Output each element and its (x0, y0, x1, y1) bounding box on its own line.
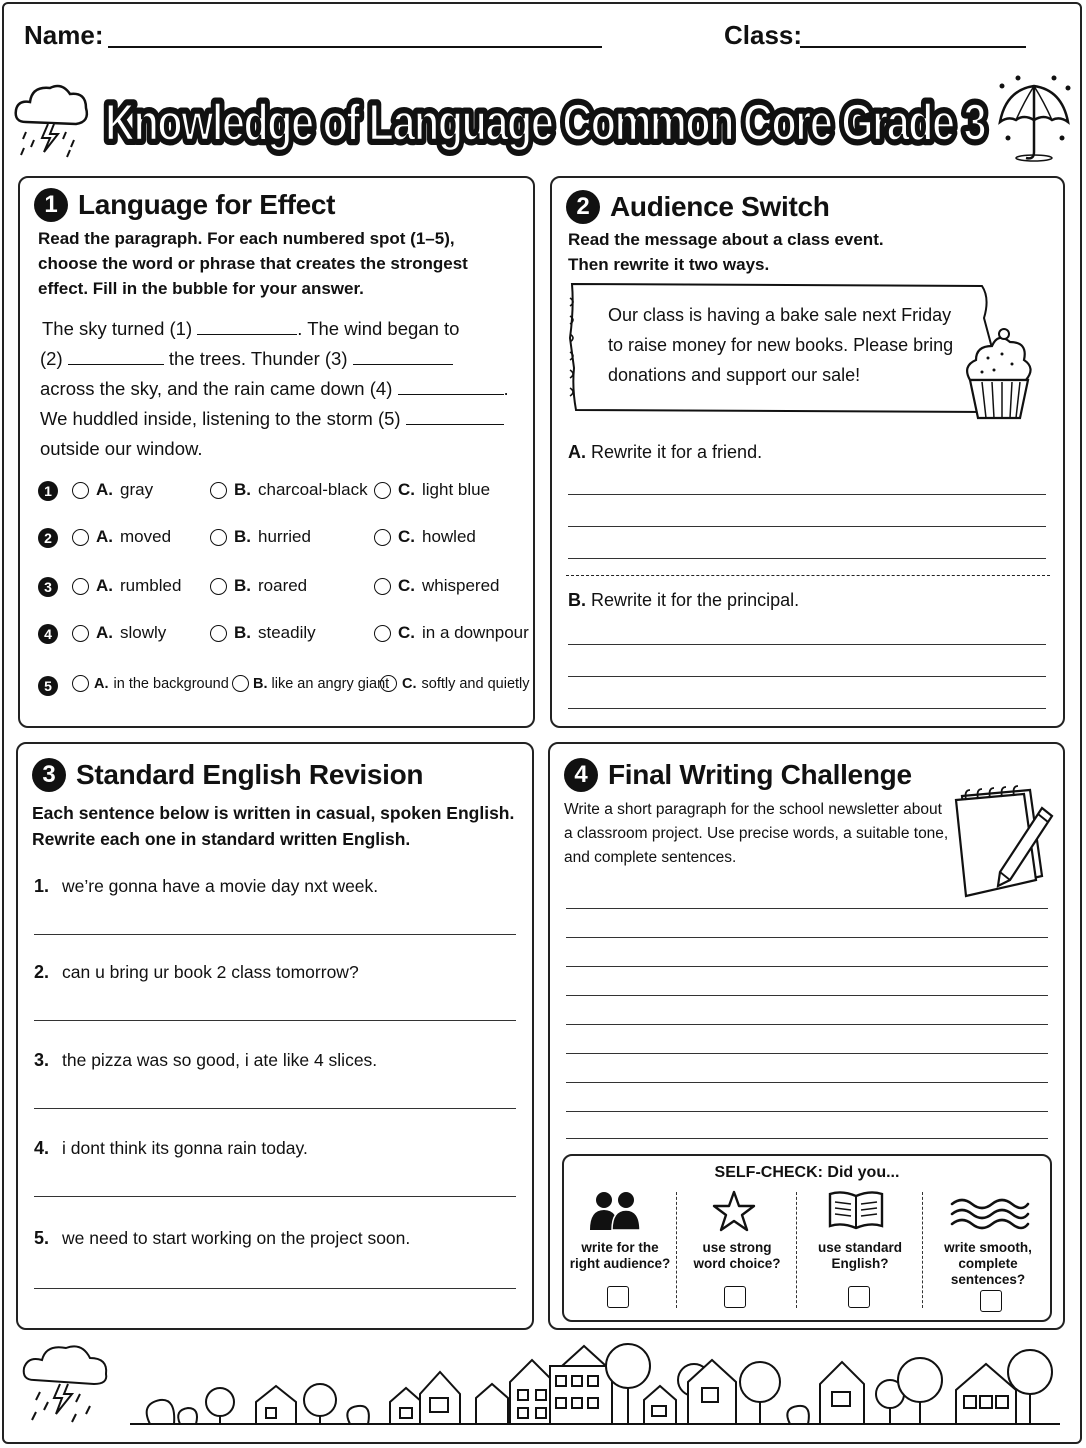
town-scene-border (20, 1336, 1070, 1436)
option-a[interactable] (72, 527, 171, 547)
option-a[interactable] (72, 480, 153, 500)
paragraph-text: . The wind began to (297, 318, 460, 339)
divider (676, 1192, 677, 1308)
paragraph-line (42, 314, 459, 344)
message-line: Our class is having a bake sale next Friday (608, 305, 952, 325)
answer-line[interactable] (566, 937, 1048, 938)
option-letter: B. (234, 480, 251, 499)
section-instructions: Read the paragraph. For each numbered spot (1–5), choose the word or phrase that creates the strongest effect. Fill in the bubble for your answer. (38, 229, 468, 298)
self-check-item (678, 1240, 796, 1272)
storm-cloud-icon (12, 78, 92, 162)
instruction-line: and complete sentences. (564, 849, 737, 866)
answer-line[interactable] (34, 1288, 516, 1289)
self-check-checkbox[interactable] (724, 1286, 746, 1308)
check-text: word choice? (693, 1256, 781, 1271)
answer-line[interactable] (566, 1024, 1048, 1025)
paragraph-text: (2) (40, 348, 63, 369)
answer-bubble[interactable] (210, 482, 227, 499)
section-instructions (32, 800, 522, 852)
item-number: 1. (34, 876, 50, 896)
answer-line[interactable] (566, 1138, 1048, 1139)
class-field[interactable] (800, 46, 1026, 48)
option-number: 4 (38, 624, 58, 644)
answer-line[interactable] (566, 966, 1048, 967)
section-instructions (564, 798, 964, 870)
option-text: steadily (258, 623, 316, 642)
revision-item (34, 962, 359, 983)
answer-line[interactable] (568, 676, 1046, 677)
answer-line[interactable] (34, 1196, 516, 1197)
self-check-item (798, 1240, 922, 1272)
divider (566, 575, 1050, 576)
check-text: write smooth, (944, 1240, 1032, 1255)
answer-bubble[interactable] (374, 482, 391, 499)
svg-text:Knowledge of Language Common C: Knowledge of Language Common Core Grade 3 (105, 94, 986, 152)
item-text: i dont think its gonna rain today. (62, 1138, 308, 1158)
paragraph-text: . (503, 378, 509, 399)
part-letter: A. (568, 442, 586, 462)
answer-bubble[interactable] (210, 625, 227, 642)
option-b[interactable] (232, 675, 389, 692)
option-letter: C. (398, 623, 415, 642)
check-text: use strong (702, 1240, 772, 1255)
option-number: 3 (38, 577, 58, 597)
option-b[interactable] (210, 576, 307, 596)
self-check-item (924, 1240, 1052, 1288)
option-row (38, 478, 528, 508)
option-c[interactable] (374, 480, 490, 500)
divider (796, 1192, 797, 1308)
answer-bubble[interactable] (72, 529, 89, 546)
revision-item (34, 1050, 377, 1071)
blank-2 (68, 350, 164, 365)
answer-line[interactable] (566, 1053, 1048, 1054)
section-number-badge: 2 (566, 190, 600, 224)
self-check-item (564, 1240, 676, 1272)
answer-bubble[interactable] (380, 675, 397, 692)
section-number-badge: 4 (564, 758, 598, 792)
option-letter: B. (234, 527, 251, 546)
part-letter: B. (568, 590, 586, 610)
instruction-line: Rewrite each one in standard written English. (32, 829, 411, 849)
paragraph-text: across the sky, and the rain came down (4) (40, 378, 393, 399)
option-number: 5 (38, 676, 58, 696)
answer-line[interactable] (566, 908, 1048, 909)
item-text: we’re gonna have a movie day nxt week. (62, 876, 379, 896)
section-number-badge: 1 (34, 188, 68, 222)
option-row (38, 673, 528, 703)
option-text: in a downpour (422, 623, 529, 642)
option-text: light blue (422, 480, 491, 499)
check-text: sentences? (950, 1272, 1026, 1287)
option-text: gray (120, 480, 154, 499)
instruction-line: Then rewrite it two ways. (568, 255, 770, 274)
paragraph-line (40, 404, 504, 434)
option-row (38, 525, 528, 555)
section-number-badge: 3 (32, 758, 66, 792)
option-a[interactable] (72, 576, 181, 596)
section-title: Standard English Revision (76, 759, 424, 790)
item-number: 4. (34, 1138, 50, 1158)
storm-cloud-icon (24, 1346, 107, 1384)
option-letter: C. (402, 675, 417, 692)
option-text: like an angry giant (271, 675, 390, 692)
answer-bubble[interactable] (72, 625, 89, 642)
option-letter: A. (96, 527, 113, 546)
book-icon (826, 1188, 886, 1232)
section-title: Final Writing Challenge (608, 759, 912, 790)
paragraph-text: outside our window. (40, 438, 203, 459)
option-text: charcoal-black (258, 480, 368, 499)
blank-5 (406, 410, 504, 425)
instruction-line: Read the message about a class event. (568, 230, 884, 249)
answer-line[interactable] (34, 934, 516, 935)
option-letter: C. (398, 480, 415, 499)
paragraph-line (40, 344, 453, 374)
answer-line[interactable] (34, 1020, 516, 1021)
section-title: Audience Switch (610, 191, 830, 222)
answer-bubble[interactable] (72, 578, 89, 595)
option-b[interactable] (210, 623, 316, 643)
check-text: right audience? (569, 1256, 671, 1271)
section-language-for-effect (18, 176, 535, 728)
option-text: in the background (113, 675, 229, 692)
answer-bubble[interactable] (374, 529, 391, 546)
option-letter: A. (96, 623, 113, 642)
cupcake-icon (958, 326, 1038, 422)
item-number: 5. (34, 1228, 50, 1248)
notepad-pencil-icon (948, 776, 1058, 906)
divider (922, 1192, 923, 1308)
class-label: Class: (724, 20, 803, 50)
part-a-prompt (568, 442, 762, 463)
answer-line[interactable] (566, 1111, 1048, 1112)
answer-line[interactable] (568, 708, 1046, 709)
instruction-line: Each sentence below is written in casual, spoken English. (32, 803, 515, 823)
paragraph-line (40, 374, 509, 404)
people-icon (588, 1190, 642, 1232)
answer-line[interactable] (568, 644, 1046, 645)
answer-bubble[interactable] (210, 578, 227, 595)
option-text: slowly (120, 623, 167, 642)
option-letter: A. (96, 576, 113, 595)
paragraph-text: We huddled inside, listening to the storm (5) (40, 408, 401, 429)
blank-1 (197, 320, 297, 335)
option-text: whispered (422, 576, 500, 595)
blank-4 (398, 380, 504, 395)
option-a[interactable] (72, 675, 229, 692)
name-label: Name: (24, 20, 104, 50)
option-letter: A. (96, 480, 113, 499)
answer-bubble[interactable] (210, 529, 227, 546)
option-letter: B. (234, 576, 251, 595)
check-text: complete (958, 1256, 1018, 1271)
answer-line[interactable] (566, 995, 1048, 996)
item-number: 2. (34, 962, 50, 982)
instruction-line: a classroom project. Use precise words, a suitable tone, (564, 825, 949, 842)
answer-bubble[interactable] (374, 625, 391, 642)
revision-item (34, 876, 378, 897)
revision-item (34, 1228, 410, 1249)
paragraph-text: The sky turned (1) (42, 318, 193, 339)
section-standard-english-revision (16, 742, 534, 1330)
answer-bubble[interactable] (72, 675, 89, 692)
option-letter: C. (398, 527, 415, 546)
section-title: Language for Effect (78, 189, 336, 220)
self-check-checkbox[interactable] (980, 1290, 1002, 1312)
item-text: can u bring ur book 2 class tomorrow? (62, 962, 359, 982)
section-instructions (568, 227, 1048, 277)
answer-bubble[interactable] (72, 482, 89, 499)
answer-bubble[interactable] (374, 578, 391, 595)
option-c[interactable] (374, 623, 529, 643)
answer-line[interactable] (568, 558, 1046, 559)
part-b-prompt (568, 590, 799, 611)
option-letter: B. (253, 675, 268, 692)
option-text: softly and quietly (421, 675, 530, 692)
option-number: 1 (38, 481, 58, 501)
name-field[interactable] (108, 46, 602, 48)
message-line: to raise money for new books. Please bring (608, 335, 954, 355)
check-text: use standard (817, 1240, 903, 1255)
option-letter: C. (398, 576, 415, 595)
answer-line[interactable] (568, 494, 1046, 495)
item-text: the pizza was so good, i ate like 4 slices. (62, 1050, 378, 1070)
section-final-writing-challenge (548, 742, 1065, 1330)
part-text: Rewrite it for the principal. (591, 590, 800, 610)
option-letter: A. (94, 675, 109, 692)
option-text: rumbled (120, 576, 182, 595)
self-check-title: SELF-CHECK: Did you... (714, 1164, 900, 1181)
item-text: we need to start working on the project soon. (62, 1228, 411, 1248)
svg-text:Knowledge of Language Common C: Knowledge of Language Common Core Grade 3 (105, 94, 986, 152)
paragraph-text: the trees. Thunder (3) (168, 348, 348, 369)
umbrella-icon (994, 72, 1074, 164)
answer-line[interactable] (566, 1082, 1048, 1083)
option-c[interactable] (380, 675, 530, 692)
revision-item (34, 1138, 308, 1159)
worksheet-title (100, 76, 990, 166)
option-text: moved (120, 527, 172, 546)
option-text: howled (422, 527, 476, 546)
star-icon (712, 1190, 756, 1232)
waves-icon (948, 1196, 1032, 1232)
option-a[interactable] (72, 623, 166, 643)
instruction-line: Write a short paragraph for the school newsletter about (564, 801, 942, 818)
self-check-checkbox[interactable] (607, 1286, 629, 1308)
answer-line[interactable] (568, 526, 1046, 527)
option-letter: B. (234, 623, 251, 642)
option-c[interactable] (374, 527, 476, 547)
option-b[interactable] (210, 480, 368, 500)
self-check-box (562, 1154, 1052, 1322)
option-c[interactable] (374, 576, 500, 596)
message-line: donations and support our sale! (608, 365, 861, 385)
answer-line[interactable] (34, 1108, 516, 1109)
check-text: English? (831, 1256, 889, 1271)
event-message (608, 300, 953, 390)
option-text: hurried (258, 527, 311, 546)
section-audience-switch (550, 176, 1065, 728)
option-row (38, 621, 528, 651)
item-number: 3. (34, 1050, 50, 1070)
option-number: 2 (38, 528, 58, 548)
answer-bubble[interactable] (232, 675, 249, 692)
option-text: roared (258, 576, 308, 595)
blank-3 (353, 350, 453, 365)
part-text: Rewrite it for a friend. (591, 442, 763, 462)
self-check-checkbox[interactable] (848, 1286, 870, 1308)
option-b[interactable] (210, 527, 311, 547)
check-text: write for the (581, 1240, 659, 1255)
option-row (38, 574, 528, 604)
